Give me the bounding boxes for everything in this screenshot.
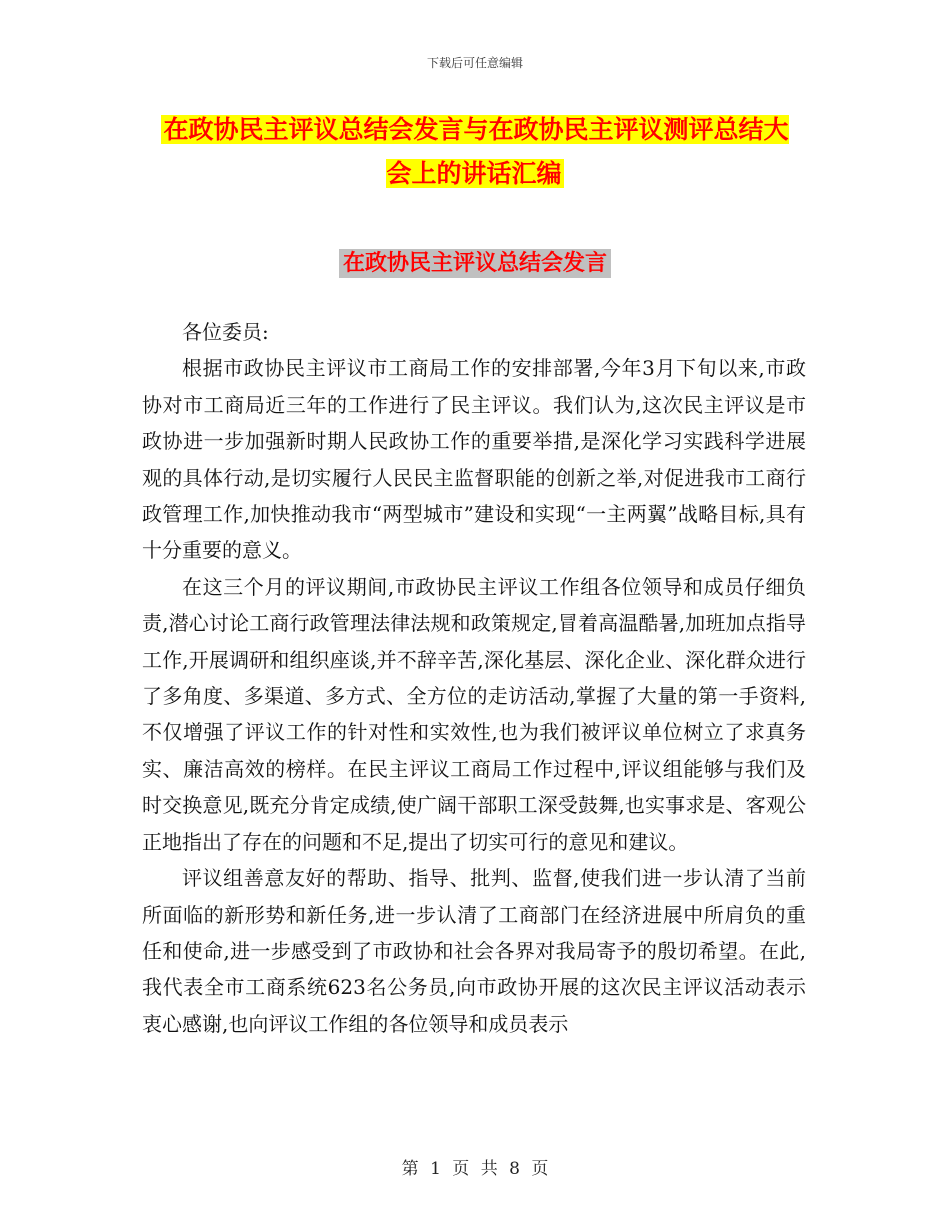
paragraph-1: 根据市政协民主评议市工商局工作的安排部署,今年3月下旬以来,市政协对市工商局近三年的工作进行了民主评议。我们认为,这次民主评议是市政协进一步加强新时期人民政协工作的重要举措,是深化学习实践科学进展观的具体行动,是切实履行人民民主监督职能的创新之举,对促进我市工商行政管理工作,加快推动我市“两型城市”建设和实现“一主两翼”战略目标,具有十分重要的意义。: [142, 356, 806, 563]
header-note: 下载后可任意编辑: [426, 56, 523, 70]
section-title: [0, 244, 950, 284]
paragraph-3: 评议组善意友好的帮助、指导、批判、监督,使我们进一步认清了当前所面临的新形势和新任务,进一步认清了工商部门在经济进展中所肩负的重任和使命,进一步感受到了市政协和社会各界对我局寄予的殷切希望。在此,我代表全市工商系统623名公务员,向市政协开展的这次民主评议活动表示衷心感谢,也向评议工作组的各位领导和成员表示: [142, 866, 806, 1036]
paragraph-2: 在这三个月的评议期间,市政协民主评议工作组各位领导和成员仔细负责,潜心讨论工商行政管理法律法规和政策规定,冒着高温酷暑,加班加点指导工作,开展调研和组织座谈,并不辞辛苦,深化基层、深化企业、深化群众进行了多角度、多渠道、多方式、全方位的走访活动,掌握了大量的第一手资料,不仅增强了评议工作的针对性和实效性,也为我们被评议单位树立了求真务实、廉洁高效的榜样。在民主评议工商局工作过程中,评议组能够与我们及时交换意见,既充分肯定成绩,使广阔干部职工深受鼓舞,也实事求是、客观公正地指出了存在的问题和不足,提出了切实可行的意见和建议。: [142, 574, 806, 854]
salutation: 各位委员:: [182, 320, 269, 344]
main-title: [150, 108, 800, 196]
body-text: [142, 314, 806, 1042]
page-number-footer: 第 1 页 共 8 页: [401, 1159, 549, 1179]
section-title-text: 在政协民主评议总结会发言: [339, 249, 611, 278]
main-title-text: 在政协民主评议总结会发言与在政协民主评议测评总结大会上的讲话汇编: [163, 115, 789, 188]
